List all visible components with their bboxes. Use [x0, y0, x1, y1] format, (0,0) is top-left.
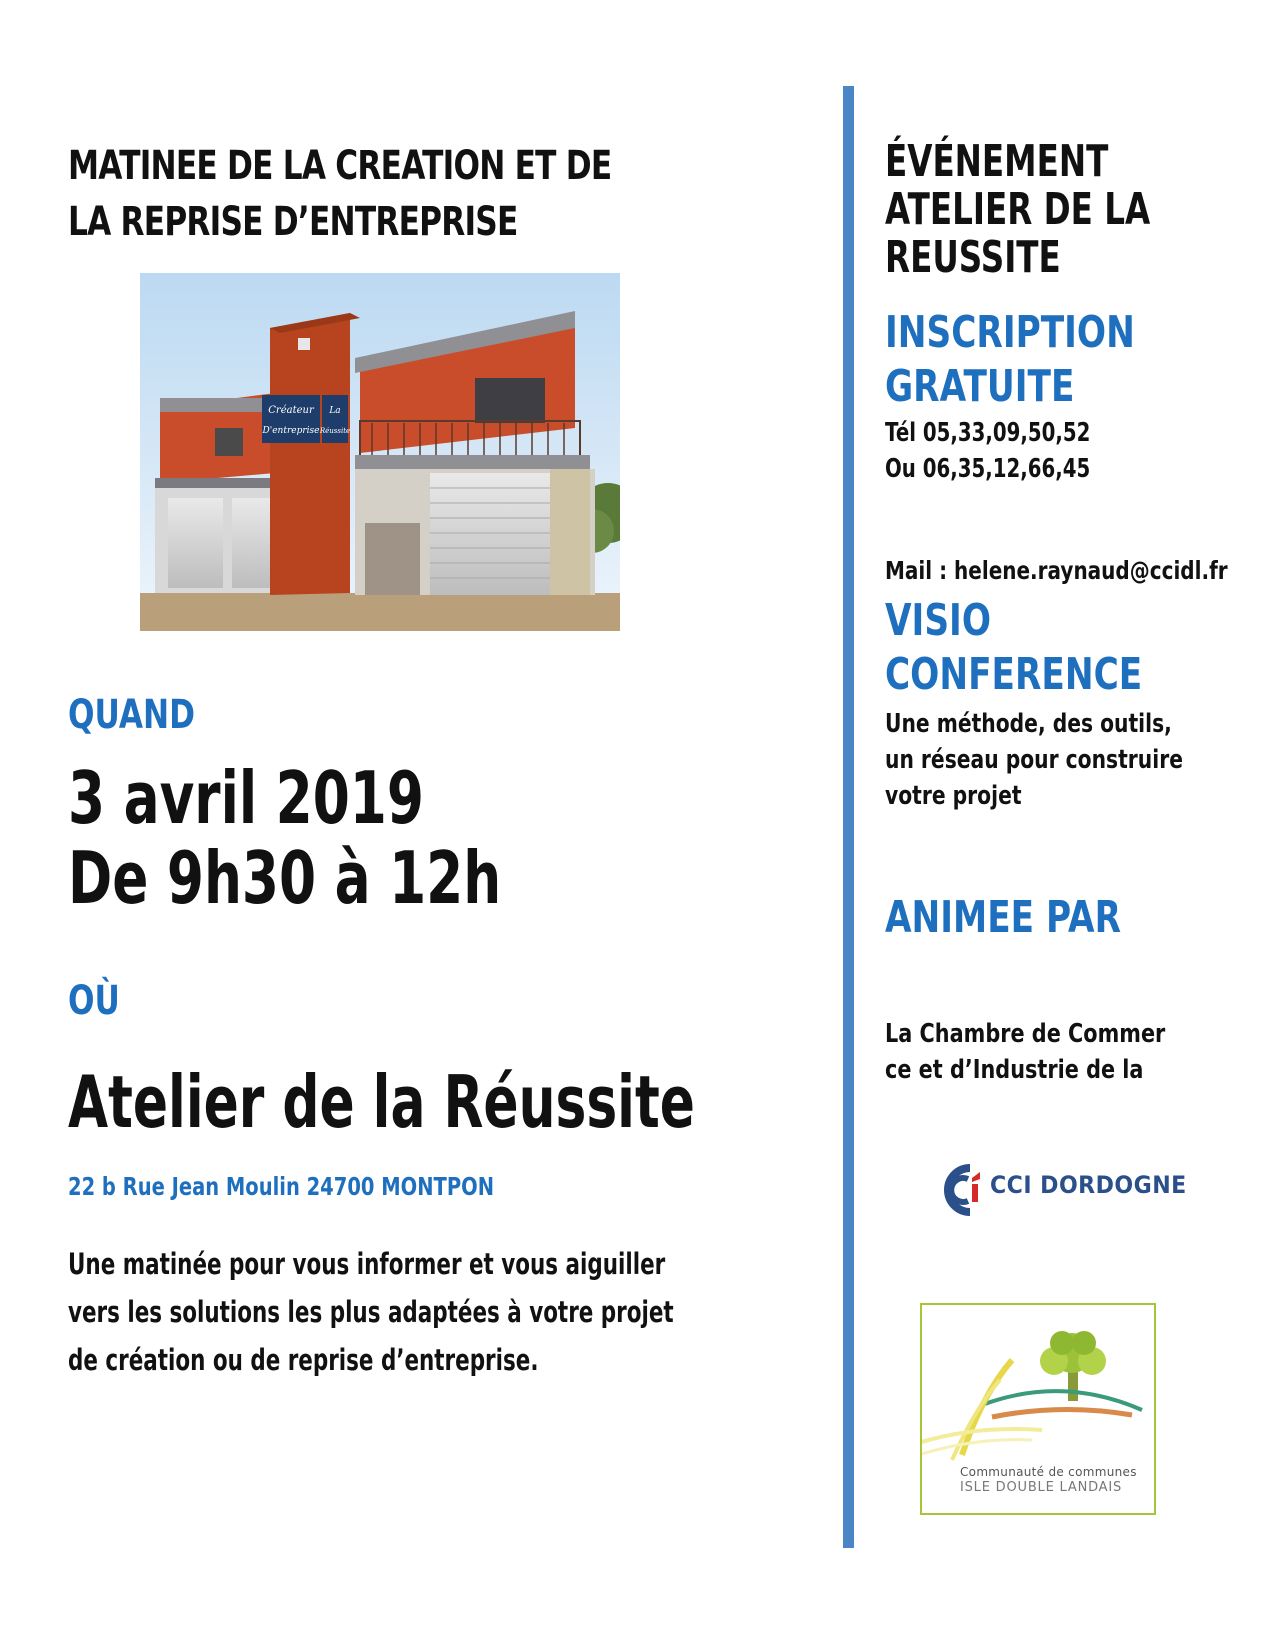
- community-logo: [920, 1303, 1156, 1515]
- phone-number-2: Ou 06,35,12,66,45: [885, 454, 1091, 484]
- visio-description: [885, 706, 1267, 814]
- registration-line-2: GRATUITE: [885, 361, 1075, 412]
- event-heading-line-3: REUSSITE: [885, 232, 1061, 283]
- community-logo-line-1: Communauté de communes: [960, 1465, 1137, 1479]
- community-logo-line-2: ISLE DOUBLE LANDAIS: [960, 1480, 1123, 1495]
- description-line-1: Une matinée pour vous informer et vous aiguiller: [68, 1247, 666, 1281]
- visio-text-line-2: un réseau pour construire: [885, 745, 1183, 775]
- sign-text-2: D'entreprise: [262, 426, 320, 436]
- when-label: QUAND: [68, 692, 196, 738]
- sign-text-1: Créateur: [268, 405, 314, 416]
- event-hours: De 9h30 à 12h: [68, 836, 502, 920]
- organizer-line-2: ce et d’Industrie de la: [885, 1055, 1144, 1085]
- sign-text-3: La: [329, 406, 341, 416]
- description-line-2: vers les solutions les plus adaptées à votre projet: [68, 1295, 674, 1329]
- visio-line-2: CONFERENCE: [885, 649, 1143, 700]
- vertical-divider: [843, 86, 854, 1548]
- venue-address: 22 b Rue Jean Moulin 24700 MONTPON: [68, 1172, 495, 1201]
- registration-heading: [885, 306, 1205, 414]
- main-title-line-1: MATINEE DE LA CREATION ET DE: [68, 143, 612, 189]
- event-heading-line-1: ÉVÉNEMENT: [885, 136, 1109, 187]
- building-photo: [140, 273, 620, 631]
- cci-logo-text: CCI DORDOGNE: [990, 1171, 1187, 1199]
- main-title: [68, 138, 765, 250]
- venue-name: Atelier de la Réussite: [68, 1060, 695, 1144]
- visio-heading: [885, 594, 1215, 702]
- visio-line-1: VISIO: [885, 595, 991, 646]
- phone-number-1: Tél 05,33,09,50,52: [885, 418, 1091, 448]
- organizer-text: [885, 1016, 1235, 1092]
- cci-mark-icon: [932, 1160, 992, 1220]
- where-label: OÙ: [68, 978, 120, 1024]
- event-date: 3 avril 2019: [68, 756, 424, 840]
- visio-text-line-1: Une méthode, des outils,: [885, 709, 1172, 739]
- visio-text-line-3: votre projet: [885, 781, 1022, 811]
- event-heading-line-2: ATELIER DE LA: [885, 184, 1151, 235]
- event-description: [68, 1240, 886, 1384]
- description-line-3: de création ou de reprise d’entreprise.: [68, 1343, 539, 1377]
- event-heading: [885, 138, 1243, 282]
- animated-by-heading: ANIMEE PAR: [885, 892, 1122, 943]
- main-title-line-2: LA REPRISE D’ENTREPRISE: [68, 199, 518, 245]
- registration-line-1: INSCRIPTION: [885, 307, 1135, 358]
- organizer-line-1: La Chambre de Commer: [885, 1019, 1166, 1049]
- sign-text-4: Réussite: [319, 427, 351, 435]
- contact-email: Mail : helene.raynaud@ccidl.fr: [885, 556, 1228, 585]
